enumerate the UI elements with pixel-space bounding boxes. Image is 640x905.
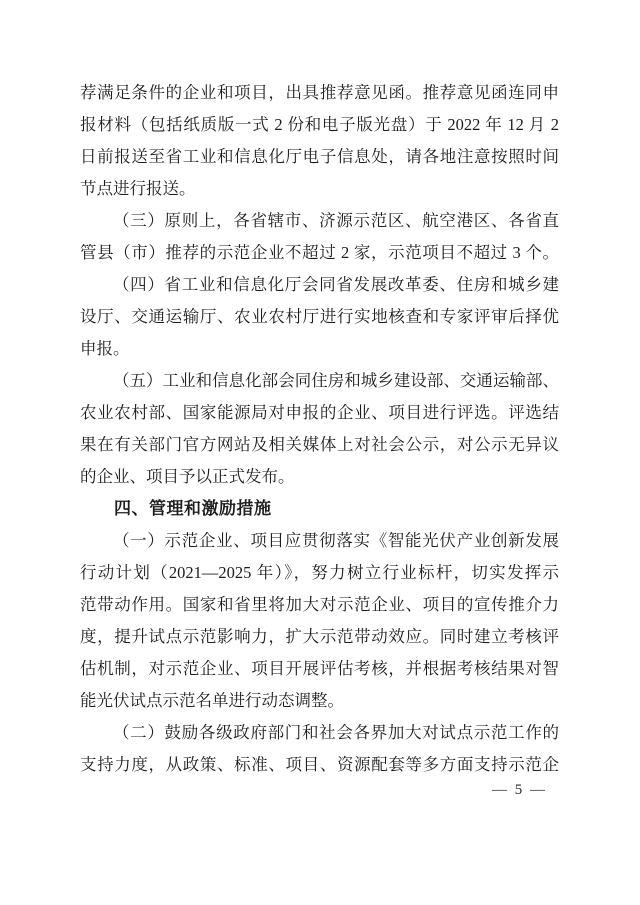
section-heading: 四、管理和激励措施	[114, 499, 272, 518]
text-line: 农业农村部、国家能源局对申报的企业、项目进行评选。评选结	[80, 403, 559, 422]
text-line: （五）工业和信息化部会同住房和城乡建设部、交通运输部、	[113, 371, 559, 390]
text-line: 度，提升试点示范影响力，扩大示范带动效应。同时建立考核评	[80, 627, 559, 646]
text-line: 范带动作用。国家和省里将加大对示范企业、项目的宣传推介力	[80, 595, 559, 614]
text-line: （四）省工业和信息化厅会同省发展改革委、住房和城乡建	[113, 275, 559, 294]
text-line: 行动计划（2021—2025 年）》，努力树立行业标杆，切实发挥示	[80, 563, 559, 582]
text-line: 支持力度，从政策、标准、项目、资源配套等多方面支持示范企	[80, 755, 559, 774]
text-line: 节点进行报送。	[80, 179, 196, 198]
text-line: 管县（市）推荐的示范企业不超过 2 家，示范项目不超过 3 个。	[80, 243, 560, 262]
document-body	[80, 77, 559, 781]
page-number: — 5 —	[492, 782, 547, 798]
text-line: （一）示范企业、项目应贯彻落实《智能光伏产业创新发展	[113, 531, 559, 550]
text-line: （三）原则上，各省辖市、济源示范区、航空港区、各省直	[113, 211, 559, 230]
text-line: 报材料（包括纸质版一式 2 份和电子版光盘）于 2022 年 12 月 2	[80, 115, 559, 134]
text-line: 的企业、项目予以正式发布。	[80, 467, 295, 486]
text-line: 果在有关部门官方网站及相关媒体上对社会公示，对公示无异议	[80, 435, 559, 454]
text-line: 设厅、交通运输厅、农业农村厅进行实地核查和专家评审后择优	[80, 307, 559, 326]
text-line: （二）鼓励各级政府部门和社会各界加大对试点示范工作的	[113, 723, 559, 742]
text-line: 日前报送至省工业和信息化厅电子信息处，请各地注意按照时间	[80, 147, 559, 166]
text-line: 能光伏试点示范名单进行动态调整。	[80, 691, 344, 710]
text-line: 估机制，对示范企业、项目开展评估考核，并根据考核结果对智	[80, 659, 559, 678]
text-line: 申报。	[80, 339, 130, 358]
text-line: 荐满足条件的企业和项目，出具推荐意见函。推荐意见函连同申	[80, 83, 559, 102]
